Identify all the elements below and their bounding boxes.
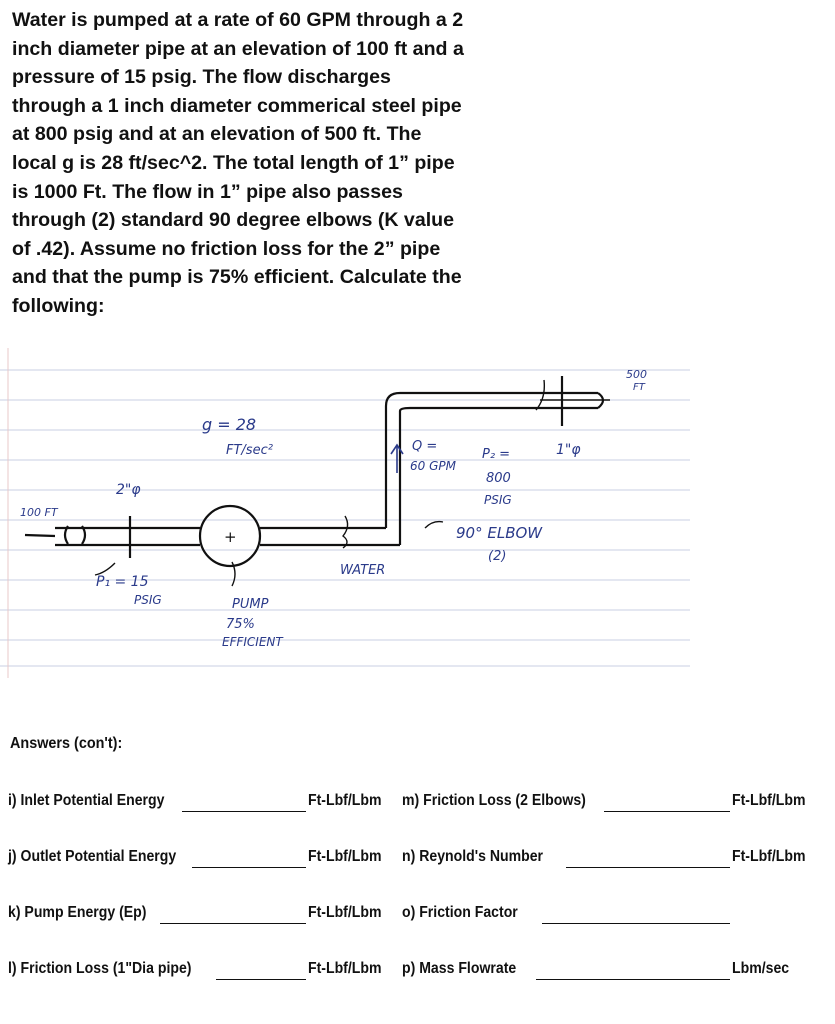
flow-rate-value: 60 GPM <box>410 459 456 473</box>
answer-row <box>0 960 835 984</box>
flow-arrow <box>391 445 403 473</box>
answer-label: k) Pump Energy (Ep) <box>8 904 147 921</box>
paper-lines <box>0 370 690 666</box>
answer-label: m) Friction Loss (2 Elbows) <box>402 792 586 809</box>
answer-blank[interactable] <box>604 811 730 812</box>
p2-label: P₂ = <box>482 447 511 462</box>
elbow-leader <box>425 522 443 528</box>
elevation-100-label: 100 FT <box>20 506 58 519</box>
inlet-diameter-label: 2"φ <box>116 482 141 498</box>
piping-sketch <box>0 348 835 678</box>
problem-line: inch diameter pipe at an elevation of 100 ft and a <box>12 37 464 60</box>
water-label: WATER <box>340 563 386 578</box>
p2-unit: PSIG <box>484 493 512 507</box>
water-leader <box>343 516 348 548</box>
answer-blank[interactable] <box>192 867 306 868</box>
answer-unit: Ft-Lbf/Lbm <box>308 792 382 809</box>
answer-label: i) Inlet Potential Energy <box>8 792 165 809</box>
outlet-diameter-label: 1"φ <box>556 442 581 458</box>
problem-line: through (2) standard 90 degree elbows (K value <box>12 209 455 232</box>
answer-row <box>0 848 835 872</box>
elbow-label: 90° ELBOW <box>456 524 543 542</box>
problem-line: local g is 28 ft/sec^2. The total length of 1” pipe <box>12 151 455 174</box>
answer-unit: Ft-Lbf/Lbm <box>308 904 382 921</box>
answer-row <box>0 904 835 928</box>
inlet-stub <box>25 535 55 536</box>
elevation-500-unit: FT <box>633 382 645 393</box>
elevation-500-number: 500 <box>626 368 647 381</box>
answer-unit: Ft-Lbf/Lbm <box>308 960 382 977</box>
answer-blank[interactable] <box>542 923 730 924</box>
answer-blank[interactable] <box>182 811 306 812</box>
discharge-pipe-2in <box>260 528 400 545</box>
problem-line: and that the pump is 75% efficient. Calculate the <box>12 266 462 289</box>
problem-line: at 800 psig and at an elevation of 500 ft. The <box>12 123 422 146</box>
answers-title: Answers (con't): <box>10 735 123 752</box>
pipe-system <box>25 376 610 586</box>
inlet-pipe-2in <box>55 528 200 545</box>
answer-label: p) Mass Flowrate <box>402 960 517 977</box>
pump-plus: + <box>224 528 237 546</box>
pump-efficiency-word: EFFICIENT <box>222 635 283 649</box>
answer-blank[interactable] <box>536 979 730 980</box>
answer-blank[interactable] <box>216 979 306 980</box>
answer-blank[interactable] <box>566 867 730 868</box>
answer-label: j) Outlet Potential Energy <box>8 848 177 865</box>
flow-q-label: Q = <box>412 439 438 454</box>
pump-label: PUMP <box>232 597 269 612</box>
riser-pipe <box>386 393 410 545</box>
answer-unit: Ft-Lbf/Lbm <box>732 792 806 809</box>
p1-label: P₁ = 15 <box>96 574 149 590</box>
problem-line: pressure of 15 psig. The flow discharges <box>12 66 391 89</box>
answer-unit: Ft-Lbf/Lbm <box>732 848 806 865</box>
answer-unit: Ft-Lbf/Lbm <box>308 848 382 865</box>
p2-leader <box>536 380 544 410</box>
answer-label: n) Reynold's Number <box>402 848 544 865</box>
problem-line: following: <box>12 294 105 317</box>
problem-line: of .42). Assume no friction loss for the 2” pipe <box>12 237 441 260</box>
elbow-count: (2) <box>488 549 507 564</box>
answer-label: o) Friction Factor <box>402 904 518 921</box>
g-label: g = 28 <box>202 415 257 434</box>
problem-line: through a 1 inch diameter commerical steel pipe <box>12 94 462 117</box>
answer-label: l) Friction Loss (1"Dia pipe) <box>8 960 192 977</box>
answer-blank[interactable] <box>160 923 306 924</box>
p1-unit: PSIG <box>134 593 162 607</box>
p2-value: 800 <box>486 471 511 486</box>
problem-line: Water is pumped at a rate of 60 GPM through a 2 <box>12 9 464 31</box>
pump-efficiency: 75% <box>226 617 255 632</box>
problem-statement <box>12 6 602 321</box>
answer-row <box>0 792 835 816</box>
answer-unit: Lbm/sec <box>732 960 790 977</box>
problem-line: is 1000 Ft. The flow in 1” pipe also passes <box>12 180 403 203</box>
g-unit: FT/sec² <box>226 443 273 458</box>
